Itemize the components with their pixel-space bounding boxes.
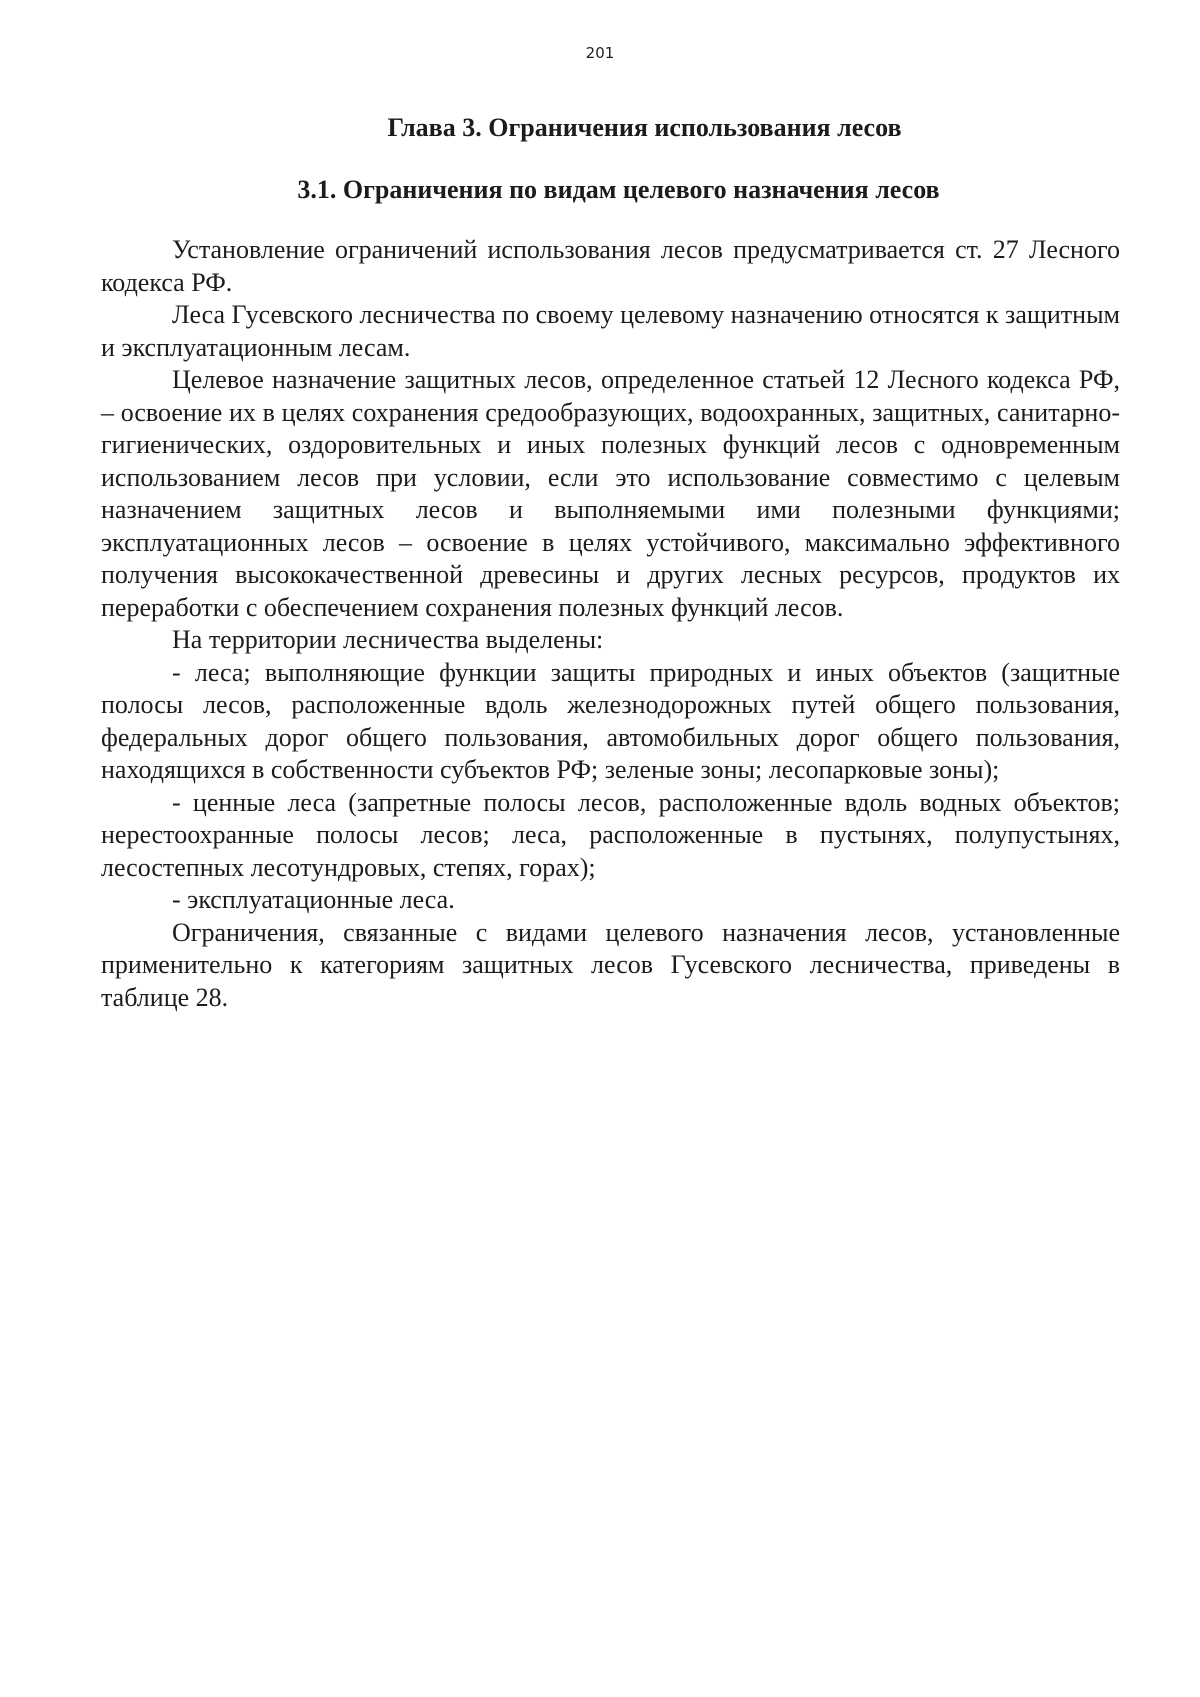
paragraph-table-reference: Ограничения, связанные с видами целевого назначения лесов, установленные применительно к категориям защитных лесов Гусевского лесничества, приведены в таблице 28. [101,917,1120,1012]
page-number: 201 [585,44,615,62]
section-title: 3.1. Ограничения по видам целевого назначения лесов [297,175,940,204]
paragraph-article-27: Установление ограничений использования лесов предусматривается ст. 27 Лесного кодекса РФ. [101,235,1120,297]
body-text [101,234,1120,1014]
paragraph-protective-forests: Целевое назначение защитных лесов, определенное статьей 12 Лесного кодекса РФ, – освоение их в целях сохранения средообразующих, водоохранных, защитных, санитарно-гигиенических, оздоровительных и иных полезных функций лесов с одновременным использованием лесов при условии, если это использование совместимо с целевым назначением защитных лесов и выполняемыми ими полезными функциями; эксплуатационных лесов – освоение в целях устойчивого, максимально эффективного получения высококачественной древесины и других лесных ресурсов, продуктов их переработки с обеспечением сохранения полезных функций лесов. [101,365,1120,622]
page-content [101,112,1120,1014]
chapter-title: Глава 3. Ограничения использования лесов [387,113,902,142]
paragraph-territory-intro: На территории лесничества выделены: [172,625,604,654]
list-item-exploitation-forests: - эксплуатационные леса. [172,885,455,914]
list-item-protective-functions: - леса; выполняющие функции защиты природных и иных объектов (защитные полосы лесов, расположенные вдоль железнодорожных путей общего пользования, федеральных дорог общего пользования, автомобильных дорог общего пользования, находящихся в собственности субъектов РФ; зеленые зоны; лесопарковые зоны); [101,657,1120,784]
paragraph-forest-purpose: Леса Гусевского лесничества по своему целевому назначению относятся к защитным и эксплуатационным лесам. [101,300,1120,362]
list-item-valuable-forests: - ценные леса (запретные полосы лесов, расположенные вдоль водных объектов; нерестоохранные полосы лесов; леса, расположенные в пустынях, полупустынях, лесостепных лесотундровых, степях, горах); [101,787,1120,882]
